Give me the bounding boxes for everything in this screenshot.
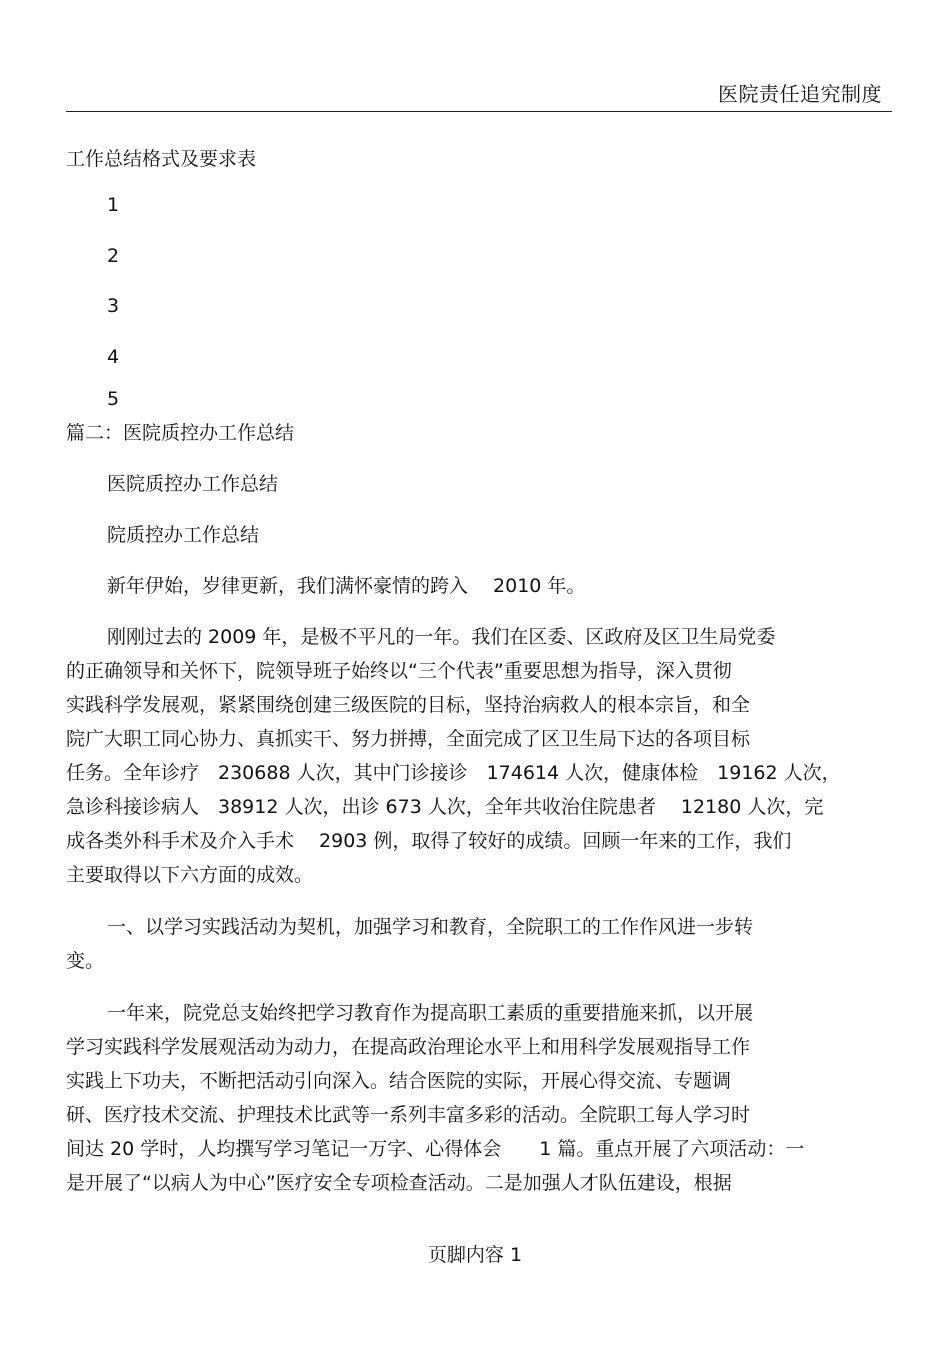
- paragraph-line: 主要取得以下六方面的成效。: [66, 864, 314, 886]
- page-header-title: 医院责任追究制度: [718, 82, 882, 106]
- paragraph-line: 变。: [66, 950, 105, 972]
- paragraph-line: 实践科学发展观，紧紧围绕创建三级医院的目标，坚持治病救人的根本宗旨，和全: [66, 694, 751, 716]
- numbered-item: 3: [107, 295, 120, 317]
- numbered-item: 5: [107, 388, 120, 410]
- paragraph-line: 一、以学习实践活动为契机，加强学习和教育，全院职工的工作作风进一步转: [107, 916, 754, 938]
- numbered-item: 1: [107, 194, 120, 216]
- numbered-item: 2: [107, 244, 120, 267]
- paragraph-line: 学习实践科学发展观活动为动力，在提高政治理论水平上和用科学发展观指导工作: [66, 1036, 751, 1058]
- paragraph-learning: [66, 996, 878, 1200]
- paragraph-line: 急诊科接诊病人 38912 人次，出诊 673 人次，全年共收治住院患者 12180 人次，完: [66, 796, 824, 818]
- page-footer: 页脚内容 1: [427, 1244, 523, 1266]
- paragraph-line: 刚刚过去的 2009 年，是极不平凡的一年。我们在区委、区政府及区卫生局党委: [107, 626, 776, 648]
- subtitle: 医院质控办工作总结: [107, 473, 279, 495]
- table-title: 工作总结格式及要求表: [66, 148, 257, 170]
- paragraph-line: 一年来，院党总支始终把学习教育作为提高职工素质的重要措施来抓，以开展: [107, 1002, 754, 1024]
- section-heading: 篇二：医院质控办工作总结: [66, 422, 295, 444]
- numbered-item: 4: [107, 345, 120, 368]
- paragraph-line: 研、医疗技术交流、护理技术比武等一系列丰富多彩的活动。全院职工每人学习时: [66, 1104, 751, 1126]
- paragraph-summary: [66, 620, 878, 892]
- paragraph-line: 间达 20 学时，人均撰写学习笔记一万字、心得体会 1 篇。重点开展了六项活动：一: [66, 1138, 805, 1160]
- paragraph-line: 是开展了“以病人为中心”医疗安全专项检查活动。二是加强人才队伍建设，根据: [66, 1172, 732, 1194]
- subtitle: 院质控办工作总结: [107, 524, 260, 546]
- paragraph-section-one: [66, 910, 878, 978]
- paragraph-line: 的正确领导和关怀下，院领导班子始终以“三个代表”重要思想为指导，深入贯彻: [66, 660, 732, 682]
- paragraph-line: 院广大职工同心协力、真抓实干、努力拼搏，全面完成了区卫生局下达的各项目标: [66, 728, 751, 750]
- intro-paragraph: 新年伊始，岁律更新，我们满怀豪情的跨入 2010 年。: [107, 575, 586, 597]
- document-body: [66, 142, 878, 1200]
- paragraph-line: 成各类外科手术及介入手术 2903 例，取得了较好的成绩。回顾一年来的工作，我们: [66, 830, 792, 852]
- paragraph-line: 任务。全年诊疗 230688 人次，其中门诊接诊 174614 人次，健康体检 19162 人次，: [66, 762, 841, 784]
- header-divider: [66, 111, 892, 112]
- paragraph-line: 实践上下功夫，不断把活动引向深入。结合医院的实际，开展心得交流、专题调: [66, 1070, 732, 1092]
